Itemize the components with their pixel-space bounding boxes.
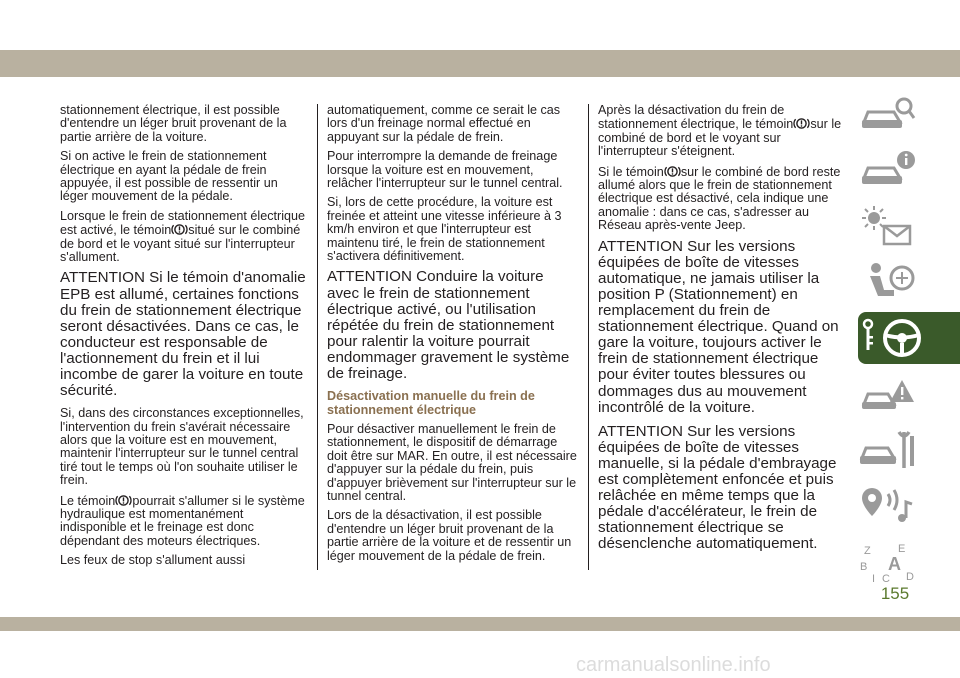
chapter-tab[interactable] — [858, 536, 938, 588]
svg-text:C: C — [882, 573, 890, 584]
car-search-icon — [858, 92, 918, 136]
paragraph — [598, 165, 846, 233]
paragraph-text: sur le combiné de bord et le voyant sur l'interrupteur s'éteignent. — [598, 117, 842, 159]
chapter-tab[interactable] — [858, 200, 938, 252]
brake-warning-icon — [793, 117, 810, 130]
paragraph-text: Le témoin — [60, 493, 116, 508]
brake-warning-icon — [664, 165, 681, 178]
warning-lights-icon — [858, 204, 918, 248]
paragraph: Pour désactiver manuellement le frein de stationnement, le dispositif de démarrage doit être sur MAR. En outre, il est nécessaire d'appuyer sur la pédale du frein, puis d'appuyer brièvement sur l'interrupteur sur le tunnel central. — [327, 421, 577, 503]
header-band — [0, 50, 960, 77]
attention-note: ATTENTION Sur les versions équipées de boîte de vitesses automatique, ne jamais utiliser la position P (Stationnement) en remplacement du frein de stationnement électrique. Quand on gare la voiture, toujours activer le frein de stationnement électrique pour éviter toutes blessures ou dommages dus au mouvement incontrôlé de la voiture. — [598, 237, 839, 416]
airbag-seat-icon — [858, 260, 918, 304]
paragraph: Si on active le frein de stationnement électrique en ayant la pédale de frein appuyée, il est possible de ressentir un léger mouvement de la pédale. — [60, 149, 278, 204]
paragraph: Si, lors de cette procédure, la voiture est freinée et atteint une vitesse inférieure à 3 km/h environ et que l'interrupteur est maintenu tiré, le frein de stationnement s'activera définitivement. — [327, 195, 562, 264]
svg-text:D: D — [906, 571, 914, 583]
svg-text:B: B — [860, 561, 868, 573]
paragraph-text: Si le témoin — [598, 164, 664, 179]
attention-note: ATTENTION Conduire la voiture avec le frein de stationnement électrique activé, ou l'utilisation répétée du frein de stationnement pour ralentir la voiture pourrait endommager gravement le système de freinage. — [327, 268, 570, 383]
index-alphabet-icon — [858, 540, 918, 584]
column-divider — [588, 104, 589, 570]
paragraph — [598, 104, 846, 159]
watermark: carmanualsonline.info — [576, 654, 771, 676]
chapter-tab[interactable] — [858, 144, 938, 196]
chapter-tab[interactable] — [858, 368, 938, 420]
svg-text:I: I — [872, 573, 876, 584]
chapter-tabs — [858, 88, 960, 592]
column-3 — [598, 104, 846, 560]
car-crash-warning-icon — [858, 372, 918, 416]
svg-text:E: E — [898, 543, 906, 555]
brake-warning-icon — [171, 223, 188, 236]
svg-text:Z: Z — [864, 545, 871, 557]
chapter-tab[interactable] — [858, 424, 938, 476]
brake-warning-icon — [115, 494, 132, 507]
paragraph-text: sur le combiné de bord reste allumé alors que le frein de stationnement électrique est désactivé, cela indique une anomalie : dans ce cas, s'adresser au Réseau après-vente Jeep. — [598, 164, 841, 233]
chapter-tab[interactable] — [858, 480, 938, 532]
attention-note: ATTENTION Sur les versions équipées de boîte de vitesses manuelle, si la pédale d'embrayage est complètement enfoncée et puis relâchée en même temps que la pédale d'accélérateur, le frein de stationnement électrique se désenclenche automatiquement. — [598, 422, 837, 553]
chapter-tab-active[interactable] — [858, 312, 960, 364]
chapter-tab[interactable] — [858, 88, 938, 140]
paragraph: Si, dans des circonstances exceptionnelles, l'intervention du frein s'avérait nécessaire alors que la voiture est en mouvement, maintenir l'interrupteur sur le tunnel central tiré tout le temps où l'on souhaite utiliser le frein. — [60, 406, 304, 488]
paragraph-text: situé sur le combiné de bord et le voyant situé sur l'interrupteur s'allument. — [60, 223, 301, 265]
car-tools-icon — [858, 428, 918, 472]
chapter-tab[interactable] — [858, 256, 938, 308]
steering-wheel-key-icon — [858, 316, 930, 360]
page-number: 155 — [880, 584, 910, 603]
paragraph-text: pourrait s'allumer si le système hydraulique est momentanément indisponible et le freinage est donc dépendant des moteurs électriques. — [60, 493, 305, 548]
paragraph — [60, 210, 308, 265]
paragraph: Pour interrompre la demande de freinage lorsque la voiture est en mouvement, relâcher l'interrupteur sur le tunnel central. — [327, 149, 563, 191]
section-heading: Désactivation manuelle du frein de stationnement électrique — [327, 389, 535, 417]
paragraph — [60, 494, 308, 549]
paragraph: Les feux de stop s'allument aussi — [60, 553, 246, 568]
attention-note: ATTENTION Si le témoin d'anomalie EPB est allumé, certaines fonctions du frein de stationnement électrique seront désactivées. Dans ce cas, le conducteur est responsable de l'actionnement du frein et il lui incombe de garer la voiture en toute sécurité. — [60, 269, 306, 400]
paragraph: automatiquement, comme ce serait le cas lors d'un freinage normal effectué en appuyant sur la pédale de frein. — [327, 103, 561, 144]
column-divider — [317, 104, 318, 570]
media-navigation-icon — [858, 484, 918, 528]
column-2 — [327, 104, 577, 569]
footer-band — [0, 617, 960, 631]
svg-text:A: A — [888, 554, 901, 574]
paragraph-text: Lorsque le frein de stationnement électrique est activé, le témoin — [60, 208, 306, 238]
column-1 — [60, 104, 308, 574]
paragraph: Lors de la désactivation, il est possible d'entendre un léger bruit provenant de la partie arrière de la voiture et de ressentir un léger mouvement de la pédale de frein. — [327, 508, 572, 563]
paragraph-text: Après la désactivation du frein de stationnement électrique, le témoin — [598, 103, 794, 132]
car-info-icon — [858, 148, 918, 192]
paragraph: stationnement électrique, il est possible d'entendre un léger bruit provenant de la partie arrière de la voiture. — [60, 103, 287, 144]
